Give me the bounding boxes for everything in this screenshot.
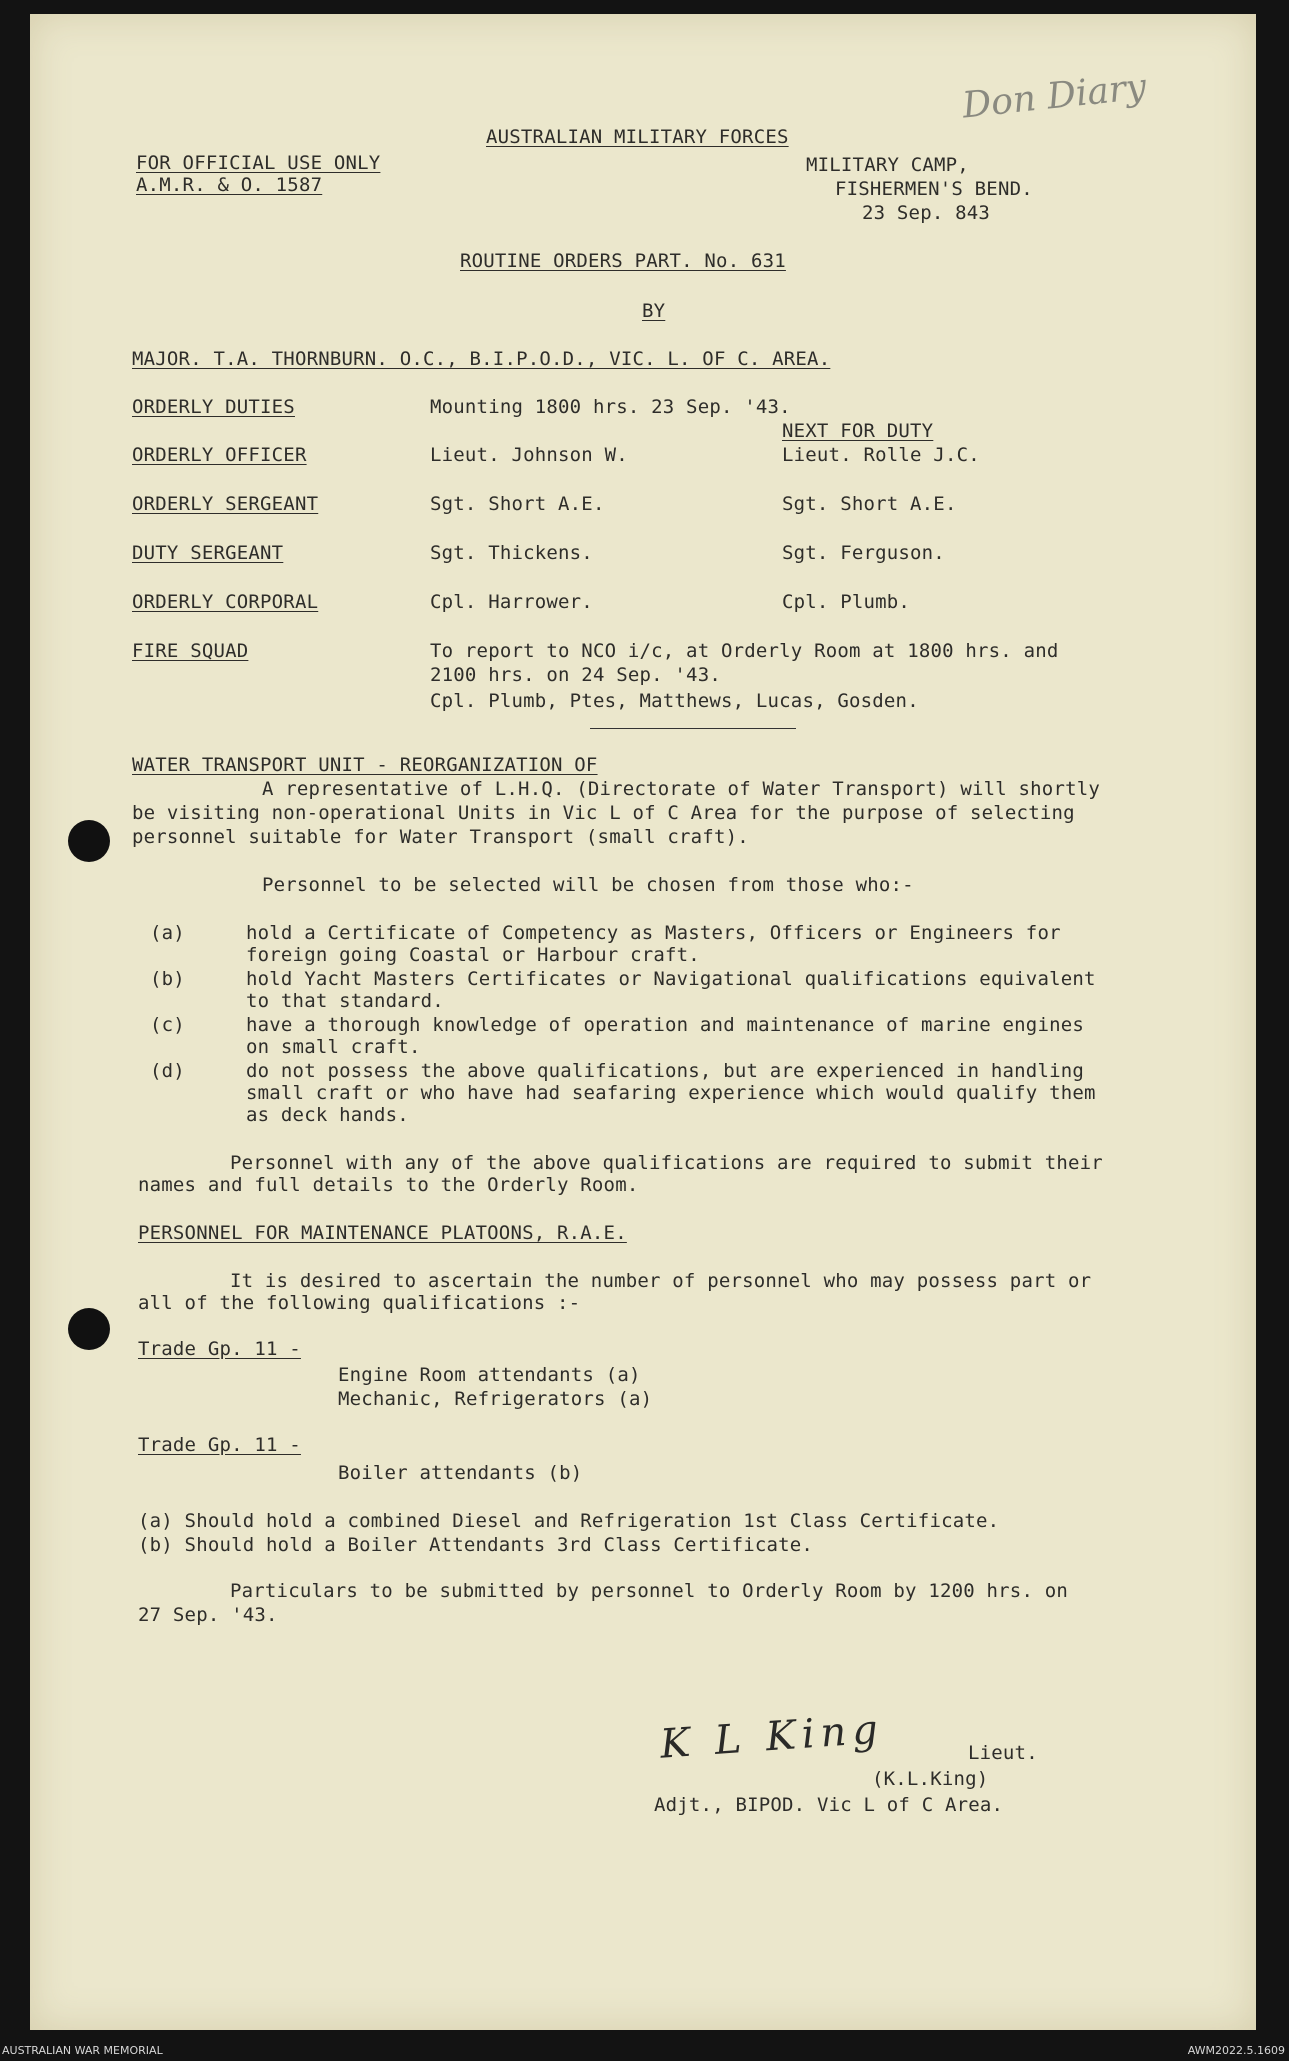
selection-criteria: Personnel to be selected will be chosen from those who:- bbox=[262, 874, 914, 896]
criterion-key: (c) bbox=[150, 1014, 185, 1036]
organization-heading: AUSTRALIAN MILITARY FORCES bbox=[486, 126, 789, 148]
duty-current: Sgt. Thickens. bbox=[430, 542, 593, 564]
next-for-duty-header: NEXT FOR DUTY bbox=[782, 420, 934, 442]
criterion-text: as deck hands. bbox=[246, 1104, 409, 1126]
criterion-key: (d) bbox=[150, 1060, 185, 1082]
signatory-name: (K.L.King) bbox=[872, 1768, 989, 1790]
orderly-duties-label: ORDERLY DUTIES bbox=[132, 396, 295, 418]
maintenance-heading: PERSONNEL FOR MAINTENANCE PLATOONS, R.A.E. bbox=[138, 1222, 627, 1244]
criterion-key: (a) bbox=[150, 922, 185, 944]
water-transport-heading: WATER TRANSPORT UNIT - REORGANIZATION OF bbox=[132, 754, 598, 776]
mounting-time: Mounting 1800 hrs. 23 Sep. '43. bbox=[430, 396, 791, 418]
water-transport-intro-line: personnel suitable for Water Transport (small craft). bbox=[132, 826, 749, 848]
duty-role: DUTY SERGEANT bbox=[132, 542, 284, 564]
trade-group-label: Trade Gp. 11 - bbox=[138, 1338, 301, 1360]
particulars-line: Particulars to be submitted by personnel to Orderly Room by 1200 hrs. on bbox=[230, 1580, 1069, 1602]
duty-next: Cpl. Plumb. bbox=[782, 591, 911, 613]
particulars-line: 27 Sep. '43. bbox=[138, 1604, 278, 1626]
criterion-text: foreign going Coastal or Harbour craft. bbox=[246, 944, 700, 966]
criterion-text: to that standard. bbox=[246, 990, 444, 1012]
maintenance-intro-line: It is desired to ascertain the number of personnel who may possess part or bbox=[230, 1270, 1092, 1292]
issuing-authority: MAJOR. T.A. THORNBURN. O.C., B.I.P.O.D., VIC. L. OF C. AREA. bbox=[132, 348, 831, 370]
water-transport-closing-line: Personnel with any of the above qualifications are required to submit their bbox=[230, 1152, 1103, 1174]
reference-number: A.M.R. & O. 1587 bbox=[136, 174, 323, 196]
fire-squad-line: 2100 hrs. on 24 Sep. '43. bbox=[430, 664, 721, 686]
signatory-rank: Lieut. bbox=[968, 1742, 1038, 1764]
document-date: 23 Sep. 843 bbox=[862, 202, 991, 224]
duty-current: Lieut. Johnson W. bbox=[430, 444, 628, 466]
duty-next: Lieut. Rolle J.C. bbox=[782, 444, 980, 466]
fire-squad-label: FIRE SQUAD bbox=[132, 640, 249, 662]
footer-source: AUSTRALIAN WAR MEMORIAL bbox=[2, 2044, 163, 2057]
duty-role: ORDERLY SERGEANT bbox=[132, 493, 319, 515]
routine-orders-title: ROUTINE ORDERS PART. No. 631 bbox=[460, 250, 786, 272]
trade-group-label: Trade Gp. 11 - bbox=[138, 1434, 301, 1456]
duty-role: ORDERLY OFFICER bbox=[132, 444, 307, 466]
trade-item: Mechanic, Refrigerators (a) bbox=[338, 1388, 653, 1410]
punch-hole-upper bbox=[68, 820, 110, 862]
pencil-annotation: Don Diary bbox=[960, 66, 1149, 127]
handwritten-signature: K L King bbox=[658, 1706, 886, 1768]
criterion-text: small craft or who have had seafaring experience which would qualify them bbox=[246, 1082, 1096, 1104]
signatory-position: Adjt., BIPOD. Vic L of C Area. bbox=[654, 1794, 1004, 1816]
criterion-text: on small craft. bbox=[246, 1036, 421, 1058]
duty-next: Sgt. Short A.E. bbox=[782, 493, 957, 515]
document-page bbox=[30, 14, 1256, 2030]
classification: FOR OFFICIAL USE ONLY bbox=[136, 152, 381, 174]
criterion-text: do not possess the above qualifications, but are experienced in handling bbox=[246, 1060, 1085, 1082]
maintenance-intro-line: all of the following qualifications :- bbox=[138, 1292, 581, 1314]
water-transport-closing-line: names and full details to the Orderly Room. bbox=[138, 1174, 639, 1196]
punch-hole-lower bbox=[68, 1308, 110, 1350]
by-label: BY bbox=[642, 300, 666, 322]
certificate-note: (a) Should hold a combined Diesel and Refrigeration 1st Class Certificate. bbox=[138, 1510, 1000, 1532]
water-transport-intro-line: A representative of L.H.Q. (Directorate of Water Transport) will shortly bbox=[262, 778, 1101, 800]
duty-next: Sgt. Ferguson. bbox=[782, 542, 945, 564]
certificate-note: (b) Should hold a Boiler Attendants 3rd Class Certificate. bbox=[138, 1534, 814, 1556]
trade-item: Engine Room attendants (a) bbox=[338, 1364, 641, 1386]
duty-current: Cpl. Harrower. bbox=[430, 591, 593, 613]
criterion-text: hold Yacht Masters Certificates or Navigational qualifications equivalent bbox=[246, 968, 1096, 990]
duty-role: ORDERLY CORPORAL bbox=[132, 591, 319, 613]
location-line-2: FISHERMEN'S BEND. bbox=[835, 178, 1033, 200]
fire-squad-line: To report to NCO i/c, at Orderly Room at 1800 hrs. and bbox=[430, 640, 1059, 662]
duty-current: Sgt. Short A.E. bbox=[430, 493, 605, 515]
footer-accession-number: AWM2022.5.1609 bbox=[1187, 2044, 1285, 2057]
water-transport-intro-line: be visiting non-operational Units in Vic L of C Area for the purpose of selecting bbox=[132, 802, 1075, 824]
location-line-1: MILITARY CAMP, bbox=[806, 154, 969, 176]
criterion-key: (b) bbox=[150, 968, 185, 990]
fire-squad-line: Cpl. Plumb, Ptes, Matthews, Lucas, Gosden. bbox=[430, 690, 919, 712]
criterion-text: have a thorough knowledge of operation and maintenance of marine engines bbox=[246, 1014, 1085, 1036]
section-divider bbox=[590, 728, 796, 729]
trade-item: Boiler attendants (b) bbox=[338, 1462, 583, 1484]
criterion-text: hold a Certificate of Competency as Masters, Officers or Engineers for bbox=[246, 922, 1061, 944]
